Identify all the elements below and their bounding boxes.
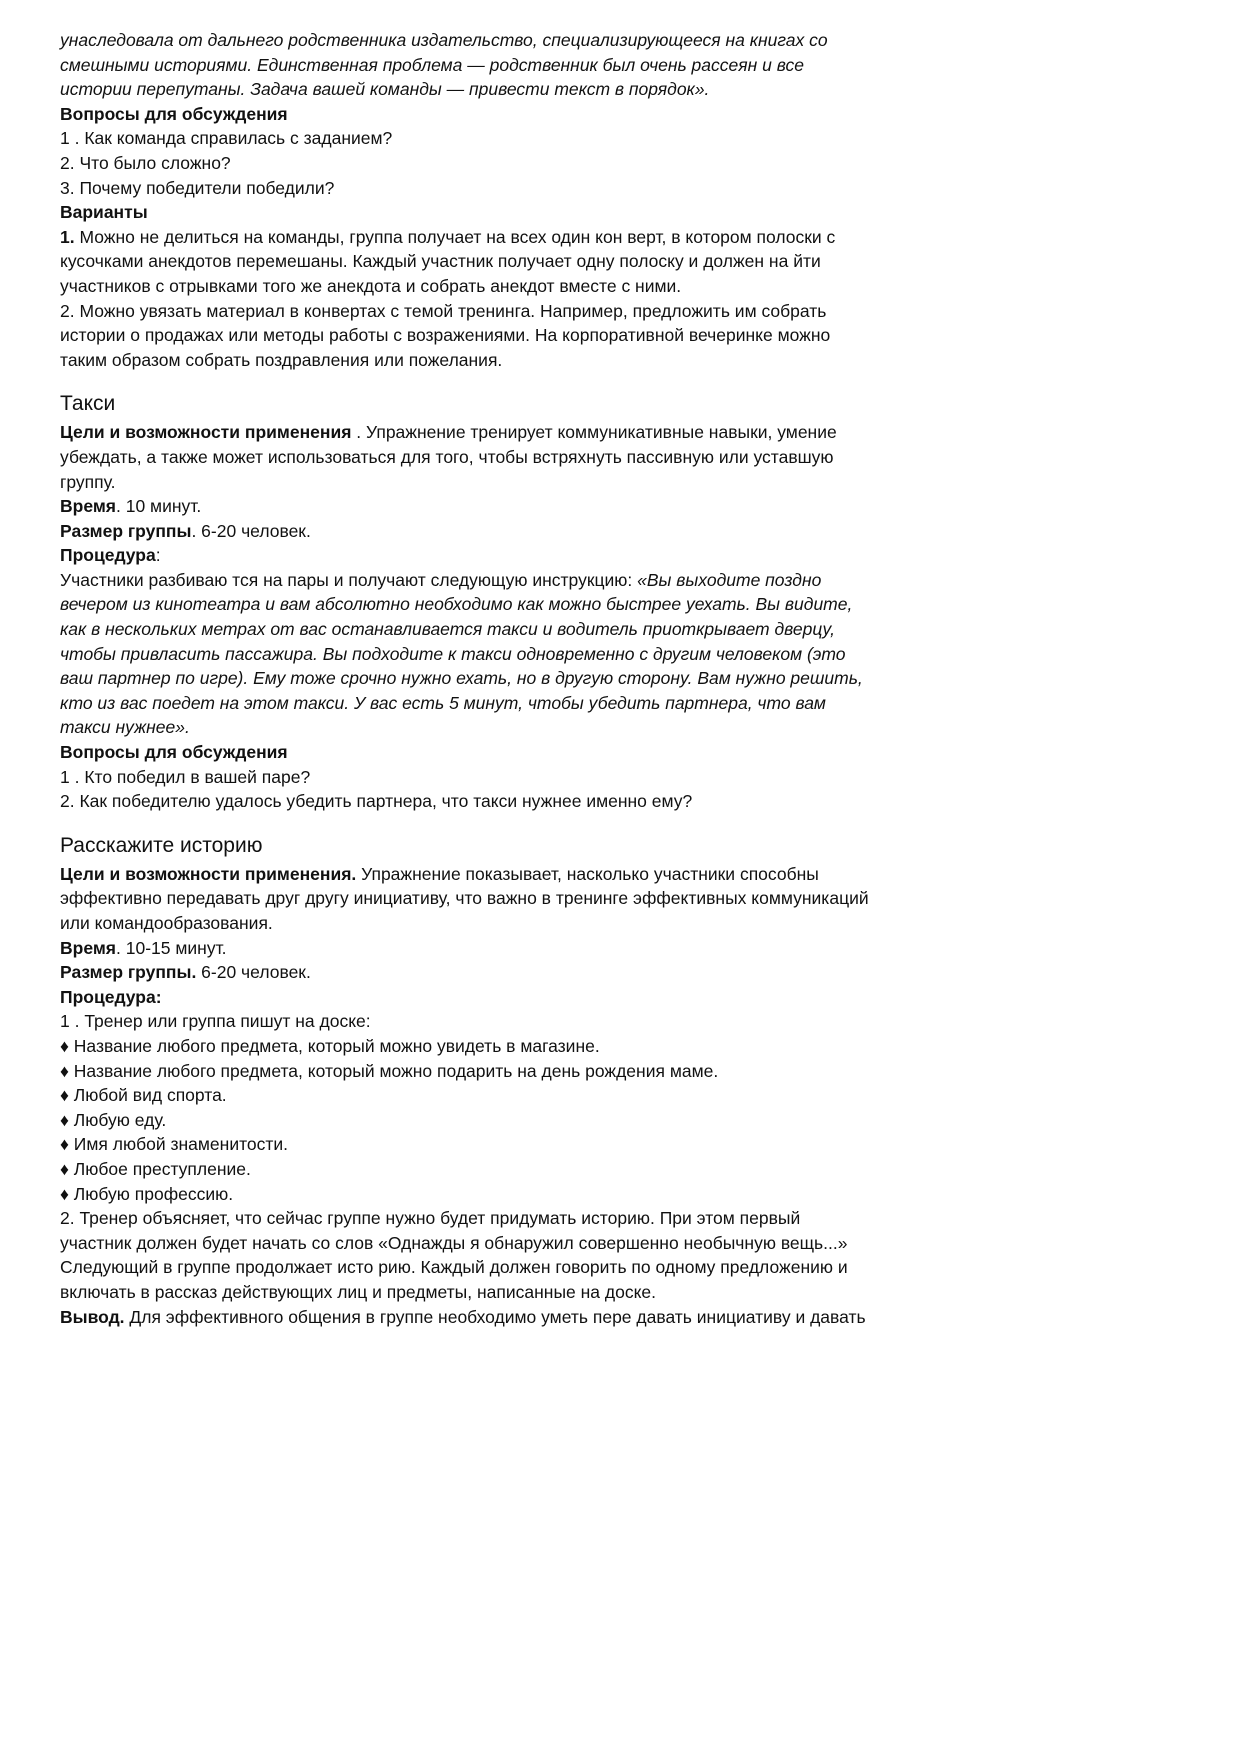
discussion-title: Вопросы для обсуждения: [60, 742, 288, 763]
intro-line: смешными историями. Единственная проблема — родственник был очень рассеян и все: [60, 54, 804, 75]
group-size-line: [60, 960, 960, 985]
variants-title: Варианты: [60, 202, 148, 223]
discussion-item: 2. Как победителю удалось убедить партнера, что такси нужнее именно ему?: [60, 791, 693, 812]
procedure-label: Процедура:: [60, 986, 162, 1007]
variant-text: Можно не делиться на команды, группа получает на всех один кон верт, в котором полоски с: [74, 226, 836, 247]
goals-text: . Упражнение тренирует коммуникативные навыки, умение: [351, 422, 837, 443]
procedure-step: 2. Тренер объясняет, что сейчас группе нужно будет придумать историю. При этом первый: [60, 1208, 801, 1229]
goals-line: [60, 862, 960, 887]
bullet-item: ♦ Название любого предмета, который можно увидеть в магазине.: [60, 1035, 600, 1056]
procedure-step: участник должен будет начать со слов «Однажды я обнаружил совершенно необычную вещь...»: [60, 1232, 848, 1253]
bullet-item: ♦ Любой вид спорта.: [60, 1085, 227, 1106]
variant-line: истории о продажах или методы работы с возражениями. На корпоративной вечеринке можно: [60, 325, 831, 346]
time-value: . 10 минут.: [116, 496, 202, 517]
group-size-value: 6-20 человек.: [196, 962, 311, 983]
goals-label: Цели и возможности применения.: [60, 863, 357, 884]
bullet-item: ♦ Любую еду.: [60, 1109, 167, 1130]
discussion-item: 2. Что было сложно?: [60, 152, 231, 173]
conclusion-label: Вывод.: [60, 1306, 125, 1327]
procedure-quote-line: такси нужнее».: [60, 717, 190, 738]
section-heading-taxi: Такси: [60, 392, 116, 416]
intro-line: унаследовала от дальнего родственника издательство, специализирующееся на книгах со: [60, 30, 828, 50]
goals-line: эффективно передавать друг другу инициативу, что важно в тренинге эффективных коммуникаций: [60, 888, 869, 909]
time-value: . 10-15 минут.: [116, 937, 227, 958]
procedure-quote: «Вы выходите поздно: [637, 569, 822, 590]
group-size-line: [60, 519, 960, 544]
goals-text: Упражнение показывает, насколько участники способны: [356, 863, 819, 884]
discussion-item: 1 . Как команда справилась с заданием?: [60, 128, 393, 149]
procedure-step: включать в рассказ действующих лиц и предметы, написанные на доске.: [60, 1281, 657, 1302]
goals-line: [60, 420, 960, 445]
variant-line: таким образом собрать поздравления или пожелания.: [60, 349, 503, 370]
bullet-item: ♦ Любое преступление.: [60, 1158, 251, 1179]
procedure-step: 1 . Тренер или группа пишут на доске:: [60, 1011, 371, 1032]
procedure-colon: :: [155, 545, 161, 566]
procedure-line: [60, 543, 960, 568]
goals-line: убеждать, а также может использоваться для того, чтобы встряхнуть пассивную или уставшую: [60, 446, 834, 467]
procedure-step: Следующий в группе продолжает исто рию. Каждый должен говорить по одному предложению и: [60, 1257, 848, 1278]
bullet-item: ♦ Любую профессию.: [60, 1183, 234, 1204]
discussion-item: 3. Почему победители победили?: [60, 177, 335, 198]
procedure-quote-line: как в нескольких метрах от вас останавливается такси и водитель приоткрывает дверцу,: [60, 619, 835, 640]
time-label: Время: [60, 496, 116, 517]
time-line: [60, 494, 960, 519]
bullet-item: ♦ Имя любой знаменитости.: [60, 1134, 289, 1155]
procedure-label: Процедура: [60, 545, 156, 566]
group-size-value: . 6-20 человек.: [191, 520, 311, 541]
procedure-intro: Участники разбиваю тся на пары и получают следующую инструкцию:: [60, 569, 638, 590]
time-label: Время: [60, 937, 116, 958]
discussion-item: 1 . Кто победил в вашей паре?: [60, 766, 311, 787]
procedure-quote-line: вечером из кинотеатра и вам абсолютно необходимо как можно быстрее уехать. Вы видите,: [60, 594, 853, 615]
conclusion-text: Для эффективного общения в группе необходимо уметь пере давать инициативу и давать: [124, 1306, 866, 1327]
discussion-title: Вопросы для обсуждения: [60, 103, 288, 124]
variant-line: кусочками анекдотов перемешаны. Каждый участник получает одну полоску и должен на йти: [60, 251, 821, 272]
section-heading-story: Расскажите историю: [60, 833, 263, 857]
procedure-text-line: [60, 568, 960, 593]
group-size-label: Размер группы: [60, 520, 192, 541]
goals-label: Цели и возможности применения: [60, 422, 352, 443]
variant-line: [60, 225, 960, 250]
time-line: [60, 936, 960, 961]
procedure-quote-line: чтобы привласить пассажира. Вы подходите к такси одновременно с другим человеком (это: [60, 643, 846, 664]
page-content: [60, 28, 960, 1329]
goals-line: или командообразования.: [60, 913, 273, 933]
variant-line: 2. Можно увязать материал в конвертах с темой тренинга. Например, предложить им собрать: [60, 300, 827, 321]
procedure-quote-line: кто из вас поедет на этом такси. У вас есть 5 минут, чтобы убедить партнера, что вам: [60, 692, 826, 713]
variant-line: участников с отрывками того же анекдота и собрать анекдот вместе с ними.: [60, 275, 682, 296]
variant-number: 1.: [60, 226, 75, 247]
conclusion-line: [60, 1305, 960, 1330]
procedure-quote-line: ваш партнер по игре). Ему тоже срочно нужно ехать, но в другую сторону. Вам нужно решить,: [60, 668, 863, 689]
group-size-label: Размер группы.: [60, 962, 197, 983]
goals-line: группу.: [60, 471, 116, 492]
intro-line: истории перепутаны. Задача вашей команды — привести текст в порядок».: [60, 79, 710, 100]
bullet-item: ♦ Название любого предмета, который можно подарить на день рождения маме.: [60, 1060, 719, 1081]
